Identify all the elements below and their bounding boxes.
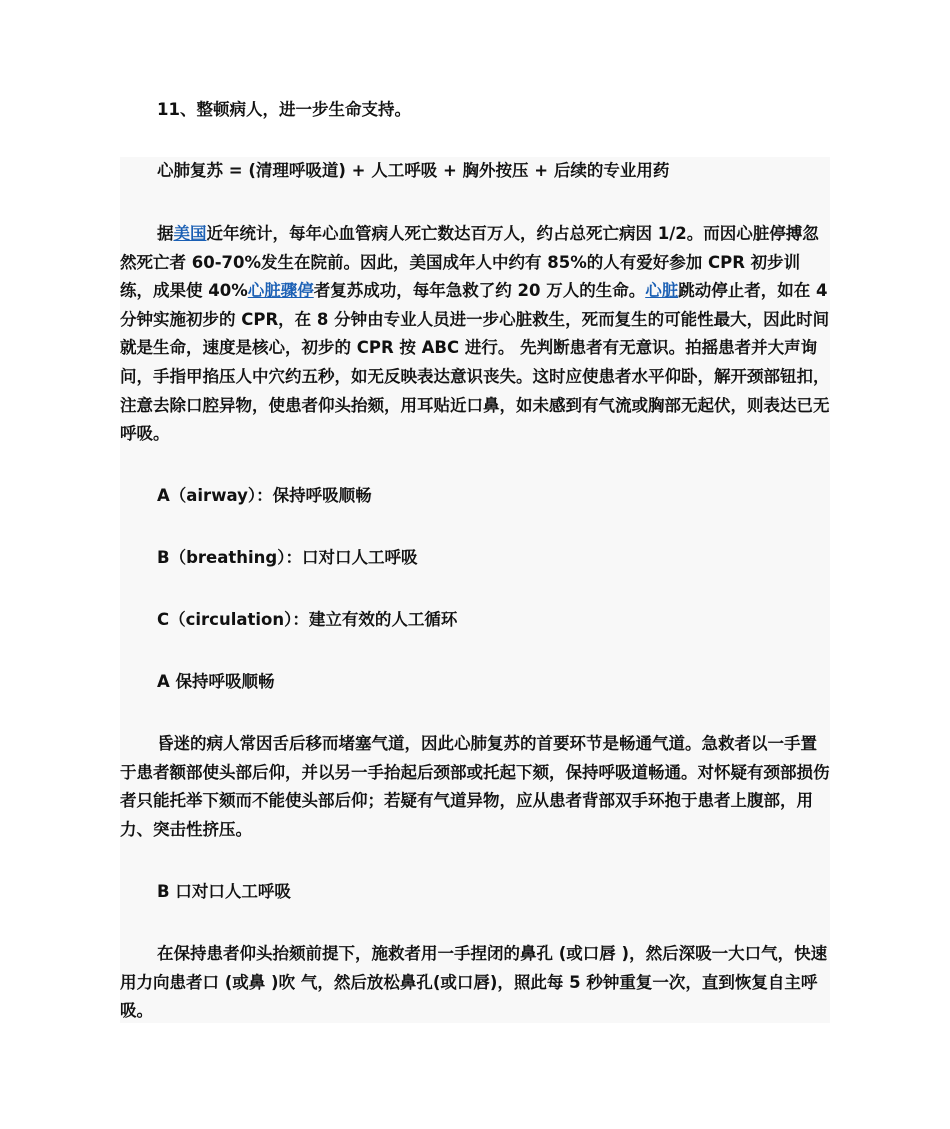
section-a-title: A 保持呼吸顺畅 bbox=[157, 672, 275, 691]
link-usa[interactable]: 美国 bbox=[173, 224, 207, 243]
abc-item-circulation: C（circulation）：建立有效的人工循环 bbox=[157, 610, 458, 629]
text-segment: 跳动停止者，如在 4 分钟实施初步的 CPR，在 8 分钟由专业人员进一步心脏救生，死而复生的可能性最大，因此时间就是生命，速度是核心，初步的 CPR 按 ABC 进行。 先判断患者有无意识。拍摇患者并大声询问，手指甲掐压人中穴约五秒，如无反映表达意识丧失。这时应使患者水平仰卧，解开颈部钮扣，注意去除口腔异物，使患者仰头抬颏，用耳贴近口鼻，如未感到有气流或胸部无起伏，则表达已无呼吸。 bbox=[120, 281, 830, 444]
section-heading: 11、整顿病人，进一步生命支持。 bbox=[157, 100, 411, 119]
abc-item-airway: A（airway）：保持呼吸顺畅 bbox=[157, 486, 372, 505]
section-b-body: 在保持患者仰头抬颏前提下，施救者用一手捏闭的鼻孔 (或口唇 )，然后深吸一大口气，快速用力向患者口 (或鼻 )吹 气，然后放松鼻孔(或口唇)，照此每 5 秒钟重复一次，直到恢复自主呼吸。 bbox=[120, 944, 828, 1021]
link-heart[interactable]: 心脏 bbox=[645, 281, 679, 301]
cpr-formula: 心肺复苏 = (清理呼吸道) + 人工呼吸 + 胸外按压 + 后续的专业用药 bbox=[157, 161, 670, 180]
section-b-title: B 口对口人工呼吸 bbox=[157, 882, 291, 901]
abc-item-breathing: B（breathing）：口对口人工呼吸 bbox=[157, 548, 418, 567]
link-cardiac-arrest[interactable]: 心脏骤停 bbox=[247, 281, 314, 301]
content-panel bbox=[120, 157, 830, 1023]
text-segment: 据 bbox=[157, 224, 174, 243]
text-segment: 近年统计，每年心血管病人死亡数达百万人，约占总死亡病因 1/2。而因心脏停搏忽然死亡者 60-70%发生在院前。因此，美国成年人中约有 85%的人有爱好参加 CPR 初步训练，成果使 40% bbox=[120, 224, 819, 301]
statistics-paragraph bbox=[120, 220, 830, 449]
section-a-body: 昏迷的病人常因舌后移而堵塞气道，因此心肺复苏的首要环节是畅通气道。急救者以一手置于患者额部使头部后仰，并以另一手抬起后颈部或托起下颏，保持呼吸道畅通。对怀疑有颈部损伤者只能托举下颏而不能使头部后仰；若疑有气道异物，应从患者背部双手环抱于患者上腹部，用力、突击性挤压。 bbox=[120, 734, 830, 839]
text-segment: 者复苏成功，每年急救了约 20 万人的生命。 bbox=[313, 281, 646, 301]
